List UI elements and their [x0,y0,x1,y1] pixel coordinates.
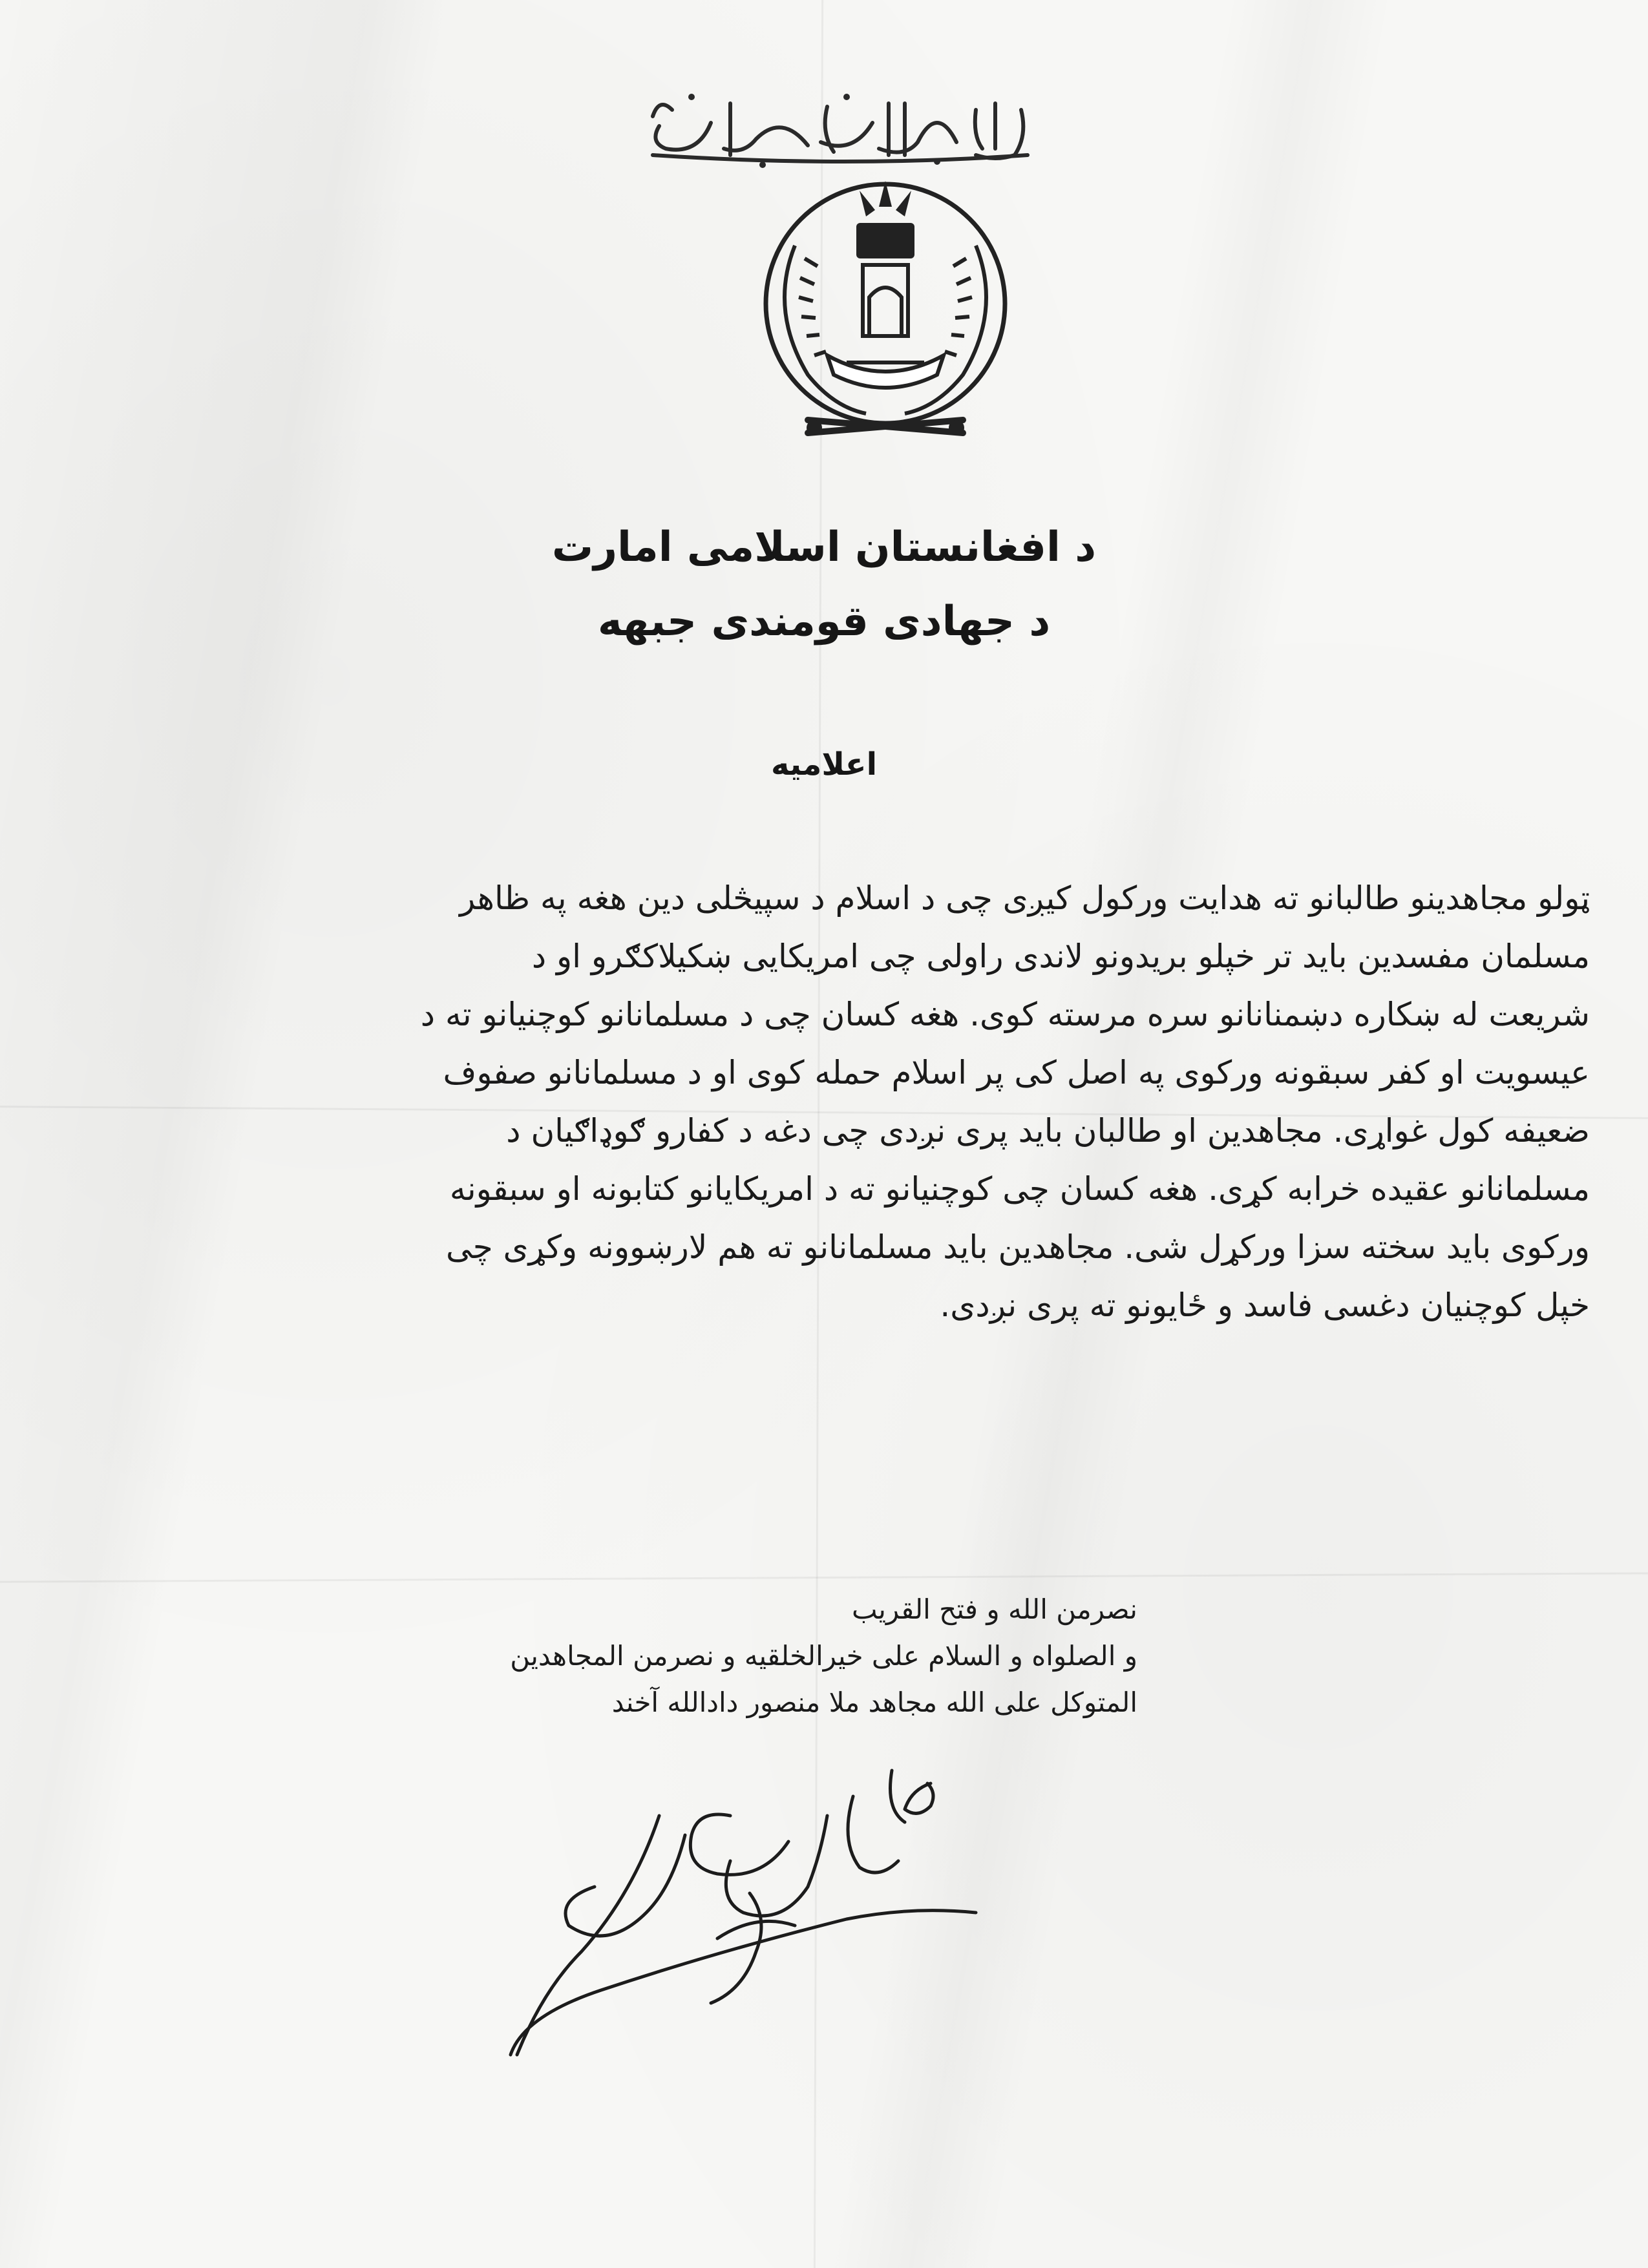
closing-block [510,1586,1137,1726]
body-line: ورکوی باید سخته سزا ورکړل شی. مجاهدین باید مسلمانانو ته هم لارښوونه وکړی چی [446,1228,1590,1266]
page-subtitle: د جهادی قومندی جبهه [597,598,1051,646]
islamic-emirate-emblem-icon [750,162,1021,472]
signatory-line: المتوکل علی الله مجاهد ملا منصور دادالله آخند [611,1686,1137,1718]
body-line: ضعیفه کول غواړی. مجاهدین او طالبان باید پری نږدی چی دغه د کفارو ګوډاګیان د [506,1112,1590,1150]
body-line: شریعت له ښکاره دښمنانانو سره مرسته کوی. هغه کسان چی د مسلمانانو کوچنیانو ته د [420,996,1590,1033]
document-title: اعلامیه [770,746,878,782]
closing-line: نصرمن الله و فتح القریب [851,1593,1137,1625]
closing-line: و الصلواه و السلام علی خیرالخلقیه و نصرمن المجاهدین [510,1640,1137,1672]
page-title: د افغانستان اسلامی امارت [551,523,1097,571]
body-line: مسلمان مفسدین باید تر خپلو بریدونو لاندی راولی چی امریکایی ښکیلاکګرو او د [531,938,1590,975]
body-line: خپل کوچنیان دغسی فاسد و ځایونو ته پری نږدی. [940,1286,1590,1324]
body-paragraph [174,869,1590,1334]
body-line: ټولو مجاهدینو طالبانو ته هدایت ورکول کیږی چی د اسلام د سپیڅلی دین هغه په ظاهر [460,879,1590,917]
paper-crease [0,1572,1648,1582]
handwritten-signature-icon [491,1745,1008,2106]
body-line: مسلمانانو عقیده خرابه کړی. هغه کسان چی کوچنیانو ته د امریکایانو کتابونه او سبقونه [449,1170,1590,1208]
body-line: عیسویت او کفر سبقونه ورکوی په اصل کی پر اسلام حمله کوی او د مسلمانانو صفوف [443,1054,1590,1091]
